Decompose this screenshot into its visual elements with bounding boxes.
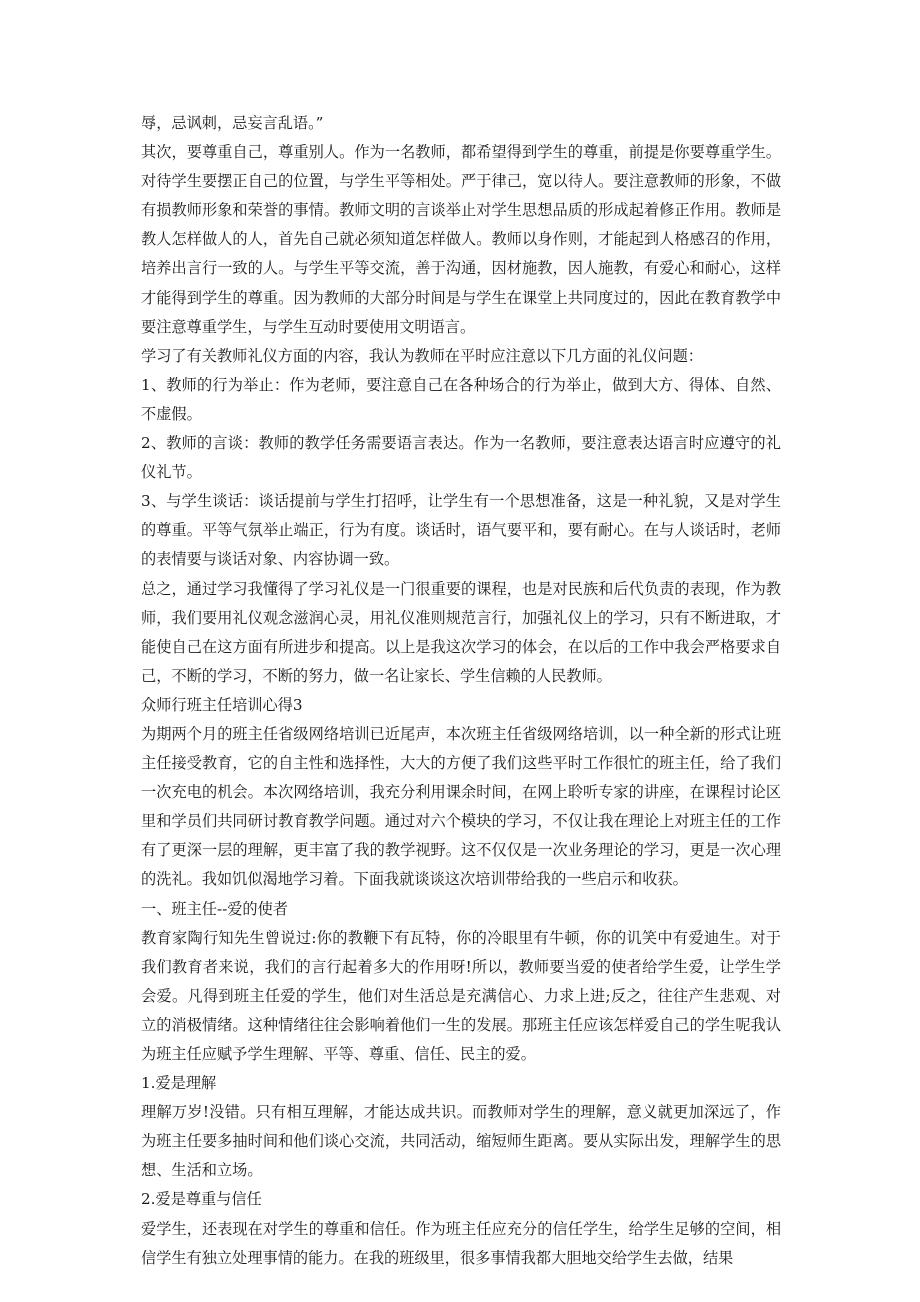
paragraph-love-messenger: 教育家陶行知先生曾说过:你的教鞭下有瓦特，你的冷眼里有牛顿，你的讥笑中有爱迪生。对于我们教育者来说，我们的言行起着多大的作用呀!所以，教师要当爱的使者给学生爱，让学生学会爱。凡得到班主任爱的学生，他们对生活总是充满信心、力求上进;反之，往往产生悲观、对立的消极情绪。这种情绪往往会影响着他们一生的发展。那班主任应该怎样爱自己的学生呢我认为班主任应赋予学生理解、平等、尊重、信任、民主的爱。	[141, 928, 781, 1063]
subsection-title-respect-trust: 2.爱是尊重与信任	[141, 1190, 262, 1209]
document-page	[141, 109, 781, 1273]
paragraph-training-intro: 为期两个月的班主任省级网络培训已近尾声，本次班主任省级网络培训，以一种全新的形式让班主任接受教育，它的自主性和选择性，大大的方便了我们这些平时工作很忙的班主任，给了我们一次充电的机会。本次网络培训，我充分利用课余时间，在网上聆听专家的讲座，在课程讨论区里和学员们共同研讨教育教学问题。通过对六个模块的学习，不仅让我在理论上对班主任的工作有了更深一层的理解，更丰富了我的教学视野。这不仅仅是一次业务理论的学习，更是一次心理的洗礼。我如饥似渴地学习着。下面我就谈谈这次培训带给我的一些启示和收获。	[141, 724, 781, 889]
subsection-title-understanding: 1.爱是理解	[141, 1074, 217, 1093]
list-item-behavior: 1、教师的行为举止：作为老师，要注意自己在各种场合的行为举止，做到大方、得体、自然、不虚假。	[141, 375, 781, 423]
paragraph-respect: 其次，要尊重自己，尊重别人。作为一名教师，都希望得到学生的尊重，前提是你要尊重学生。对待学生要摆正自己的位置，与学生平等相处。严于律己，宽以待人。要注意教师的形象，不做有损教师形象和荣誉的事情。教师文明的言谈举止对学生思想品质的形成起着修正作用。教师是教人怎样做人的人，首先自己就必须知道怎样做人。教师以身作则，才能起到人格感召的作用，培养出言行一致的人。与学生平等交流，善于沟通，因材施教，因人施教，有爱心和耐心，这样才能得到学生的尊重。因为教师的大部分时间是与学生在课堂上共同度过的，因此在教育教学中要注意尊重学生，与学生互动时要使用文明语言。	[141, 143, 781, 336]
section-title: 众师行班主任培训心得3	[141, 695, 303, 714]
paragraph-conclusion: 总之，通过学习我懂得了学习礼仪是一门很重要的课程，也是对民族和后代负责的表现，作为教师，我们要用礼仪观念滋润心灵，用礼仪准则规范言行，加强礼仪上的学习，只有不断进取，才能使自己在这方面有所进步和提高。以上是我这次学习的体会，在以后的工作中我会严格要求自己，不断的学习，不断的努力，做一名让家长、学生信赖的人民教师。	[141, 579, 781, 685]
paragraph-understanding: 理解万岁!没错。只有相互理解，才能达成共识。而教师对学生的理解，意义就更加深远了，作为班主任要多抽时间和他们谈心交流，共同活动，缩短师生距离。要从实际出发，理解学生的思想、生活和立场。	[141, 1103, 781, 1180]
paragraph-respect-trust: 爱学生，还表现在对学生的尊重和信任。作为班主任应充分的信任学生，给学生足够的空间，相信学生有独立处理事情的能力。在我的班级里，很多事情我都大胆地交给学生去做，结果	[141, 1219, 781, 1267]
paragraph-continuation: 辱，忌讽刺，忌妄言乱语。”	[141, 114, 324, 132]
list-item-student-talk: 3、与学生谈话：谈话提前与学生打招呼，让学生有一个思想准备，这是一种礼貌，又是对学生的尊重。平等气氛举止端正，行为有度。谈话时，语气要平和，要有耐心。在与人谈话时，老师的表情要与谈话对象、内容协调一致。	[141, 492, 781, 569]
paragraph-etiquette-intro: 学习了有关教师礼仪方面的内容，我认为教师在平时应注意以下几方面的礼仪问题：	[141, 346, 703, 365]
subsection-title-love-messenger: 一、班主任--爱的使者	[141, 899, 288, 918]
list-item-speech: 2、教师的言谈：教师的教学任务需要语言表达。作为一名教师，要注意表达语言时应遵守的礼仪礼节。	[141, 434, 781, 482]
